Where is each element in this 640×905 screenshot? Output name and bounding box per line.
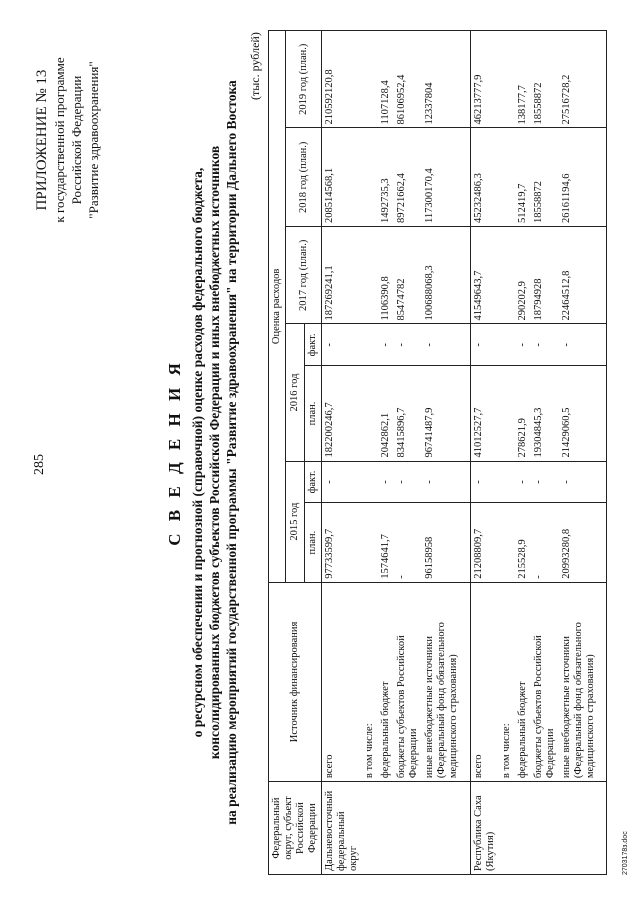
appendix-line: к государственной программе: [52, 57, 67, 223]
value-cell: [362, 366, 378, 461]
source-cell: бюджеты субъектов Российской Федерации: [531, 582, 559, 781]
value-cell: -: [470, 324, 499, 366]
header-2016: 2016 год: [286, 324, 305, 461]
value-cell: [362, 31, 378, 129]
value-cell: 512419,7: [515, 128, 531, 227]
appendix-number: ПРИЛОЖЕНИЕ № 13: [34, 69, 50, 211]
value-cell: 1106390,8: [378, 227, 394, 324]
appendix-line: Российской Федерации: [69, 75, 84, 205]
region-cell: [559, 782, 607, 875]
header-plan: план.: [305, 503, 322, 582]
value-cell: -: [394, 324, 422, 366]
header-source: Источник финансирования: [269, 582, 322, 781]
value-cell: -: [531, 324, 559, 366]
table-row: [531, 31, 559, 875]
value-cell: -: [378, 324, 394, 366]
source-cell: иные внебюджетные источники (Федеральный фонд обязательного медицинского страхования): [422, 582, 470, 781]
source-cell: бюджеты субъектов Российской Федерации: [394, 582, 422, 781]
value-cell: 1574641,7: [378, 503, 394, 582]
source-cell: всего: [322, 582, 363, 781]
value-cell: [362, 503, 378, 582]
source-cell: федеральный бюджет: [515, 582, 531, 781]
value-cell: -: [559, 461, 607, 503]
value-cell: 182200246,7: [322, 366, 363, 461]
table-body: [322, 31, 607, 875]
value-cell: 208514568,1: [322, 128, 363, 227]
appendix-header: [34, 25, 102, 255]
header-plan: план.: [305, 366, 322, 461]
header-fact: факт.: [305, 324, 322, 366]
value-cell: 45232486,3: [470, 128, 499, 227]
table-row: [322, 31, 363, 875]
value-cell: 21429060,5: [559, 366, 607, 461]
header-2019: 2019 год (план.): [286, 31, 322, 129]
source-cell: федеральный бюджет: [378, 582, 394, 781]
table-row: [394, 31, 422, 875]
value-cell: 117300170,4: [422, 128, 470, 227]
source-cell: в том числе:: [499, 582, 515, 781]
value-cell: [499, 324, 515, 366]
table-row: [515, 31, 531, 875]
value-cell: [362, 128, 378, 227]
value-cell: 96158958: [422, 503, 470, 582]
region-cell: Республика Саха (Якутия): [470, 782, 499, 875]
value-cell: [499, 128, 515, 227]
value-cell: 187269241,1: [322, 227, 363, 324]
value-cell: 100688068,3: [422, 227, 470, 324]
value-cell: 2042862,1: [378, 366, 394, 461]
header-2017: 2017 год (план.): [286, 227, 322, 324]
value-cell: [499, 227, 515, 324]
value-cell: 22464512,8: [559, 227, 607, 324]
table-row: [559, 31, 607, 875]
value-cell: [499, 461, 515, 503]
value-cell: [499, 366, 515, 461]
value-cell: [499, 31, 515, 129]
source-cell: в том числе:: [362, 582, 378, 781]
document-title-line: консолидированных бюджетов субъектов Российской Федерации и иных внебюджетных источников: [207, 145, 222, 760]
value-cell: 46213777,9: [470, 31, 499, 129]
value-cell: 21208809,7: [470, 503, 499, 582]
document-title-line: о ресурсном обеспечении и прогнозной (справочной) оценке расходов федерального бюджета,: [190, 167, 205, 738]
value-cell: 86106952,4: [394, 31, 422, 129]
value-cell: 83415896,7: [394, 366, 422, 461]
region-cell: [362, 782, 378, 875]
value-cell: 20993280,8: [559, 503, 607, 582]
value-cell: 138177,7: [515, 31, 531, 129]
value-cell: 85474782: [394, 227, 422, 324]
value-cell: 12337804: [422, 31, 470, 129]
value-cell: 41549643,7: [470, 227, 499, 324]
value-cell: -: [531, 461, 559, 503]
value-cell: -: [422, 461, 470, 503]
units-label: (тыс. рублей): [248, 32, 262, 100]
value-cell: 27516728,2: [559, 31, 607, 129]
region-cell: Дальневосточный федеральный округ: [322, 782, 363, 875]
value-cell: 41012527,7: [470, 366, 499, 461]
document-heading: С В Е Д Е Н И Я: [165, 359, 184, 546]
header-2018: 2018 год (план.): [286, 128, 322, 227]
region-cell: [422, 782, 470, 875]
value-cell: [362, 324, 378, 366]
source-cell: всего: [470, 582, 499, 781]
region-cell: [531, 782, 559, 875]
funding-table: [268, 30, 607, 875]
value-cell: -: [322, 324, 363, 366]
value-cell: 18558872: [531, 31, 559, 129]
document-title-line: на реализацию мероприятий государственной программы "Развитие здравоохранения" на территории Дальнего Востока: [224, 80, 239, 825]
value-cell: 18794928: [531, 227, 559, 324]
table-row: [470, 31, 499, 875]
header-estimate: Оценка расходов: [269, 31, 286, 583]
value-cell: [499, 503, 515, 582]
value-cell: [362, 227, 378, 324]
table-row: [499, 31, 515, 875]
region-cell: [378, 782, 394, 875]
table-row: [362, 31, 378, 875]
value-cell: 97733599,7: [322, 503, 363, 582]
value-cell: -: [470, 461, 499, 503]
region-cell: [499, 782, 515, 875]
value-cell: [362, 461, 378, 503]
value-cell: -: [559, 324, 607, 366]
table-row: [422, 31, 470, 875]
value-cell: 210592120,8: [322, 31, 363, 129]
file-reference: 2703178з.doc: [622, 831, 629, 875]
region-cell: [394, 782, 422, 875]
value-cell: -: [515, 461, 531, 503]
page-number: 285: [32, 454, 47, 475]
value-cell: 96741487,9: [422, 366, 470, 461]
value-cell: 290202,9: [515, 227, 531, 324]
value-cell: 89721662,4: [394, 128, 422, 227]
value-cell: -: [422, 324, 470, 366]
value-cell: 1107128,4: [378, 31, 394, 129]
appendix-line: "Развитие здравоохранения": [86, 61, 101, 219]
value-cell: 18558872: [531, 128, 559, 227]
value-cell: -: [515, 324, 531, 366]
table-row: [378, 31, 394, 875]
value-cell: 215528,9: [515, 503, 531, 582]
header-fact: факт.: [305, 461, 322, 503]
value-cell: 19304845,3: [531, 366, 559, 461]
value-cell: -: [378, 461, 394, 503]
value-cell: -: [394, 461, 422, 503]
header-region: Федеральный округ, субъект Российской Федерации: [269, 782, 322, 875]
value-cell: 278621,9: [515, 366, 531, 461]
header-2015: 2015 год: [286, 461, 305, 582]
value-cell: -: [394, 503, 422, 582]
source-cell: иные внебюджетные источники (Федеральный фонд обязательного медицинского страхования): [559, 582, 607, 781]
region-cell: [515, 782, 531, 875]
value-cell: 1492735,3: [378, 128, 394, 227]
value-cell: 26161194,6: [559, 128, 607, 227]
value-cell: -: [322, 461, 363, 503]
value-cell: -: [531, 503, 559, 582]
